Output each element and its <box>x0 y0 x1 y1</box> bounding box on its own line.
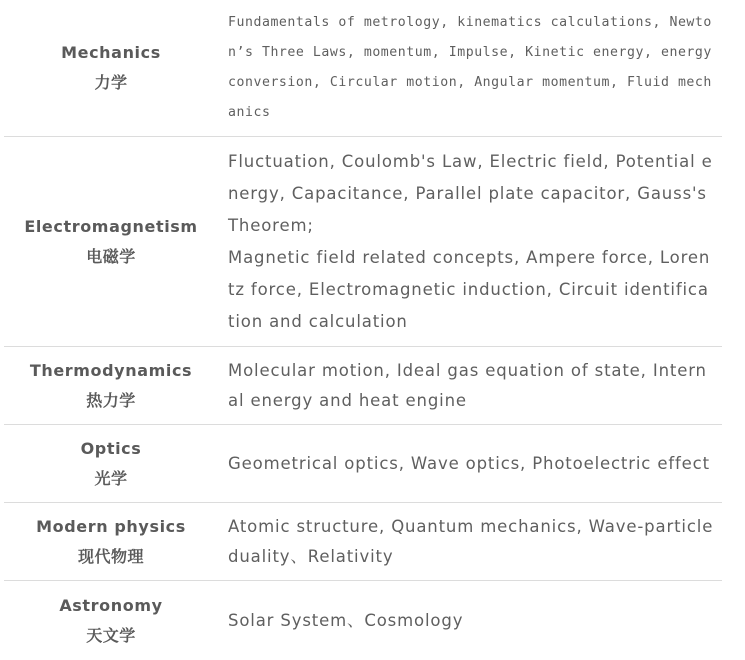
table-row <box>4 581 722 660</box>
table-row <box>4 0 722 137</box>
subject-cell <box>4 347 218 424</box>
topics-cell <box>228 0 716 136</box>
subject-cell <box>4 425 218 502</box>
subject-name-en: Modern physics <box>36 516 186 536</box>
subject-name-zh: 现代物理 <box>77 546 144 566</box>
subject-name-zh: 热力学 <box>86 390 136 410</box>
topics-text: Fluctuation, Coulomb's Law, Electric field, Potential energy, Capacitance, Parallel plate capacitor, Gauss's Theorem; <box>228 151 713 235</box>
table-row <box>4 425 722 503</box>
subject-name-en: Thermodynamics <box>29 360 193 380</box>
subject-cell <box>4 503 218 580</box>
topics-text: Geometrical optics, Wave optics, Photoelectric effect <box>228 453 710 473</box>
subject-name-en: Optics <box>80 438 142 458</box>
subject-name-zh: 光学 <box>94 468 128 488</box>
subject-name-en: Astronomy <box>59 595 163 615</box>
topics-text: Magnetic field related concepts, Ampere force, Lorentz force, Electromagnetic induction, Circuit identification and calculation <box>228 247 711 331</box>
topics-text: Atomic structure, Quantum mechanics, Wave-particle duality、Relativity <box>228 516 714 566</box>
topics-text: Solar System、Cosmology <box>228 610 464 630</box>
table-row <box>4 347 722 425</box>
topics-cell <box>228 503 716 580</box>
topics-cell <box>228 425 716 502</box>
subject-name-en: Electromagnetism <box>24 216 198 236</box>
subject-name-zh: 力学 <box>94 73 128 92</box>
subject-name-zh: 电磁学 <box>86 246 136 266</box>
topics-cell <box>228 581 716 660</box>
table-row <box>4 503 722 581</box>
subject-cell <box>4 0 218 136</box>
topics-text: Fundamentals of metrology, kinematics calculations, Newton’s Three Laws, momentum, Impulse, Kinetic energy, energy conversion, Circular motion, Angular momentum, Fluid mechanics <box>228 15 712 120</box>
subject-cell <box>4 581 218 660</box>
subject-name-zh: 天文学 <box>86 625 136 645</box>
topics-cell <box>228 347 716 424</box>
subject-name-en: Mechanics <box>61 43 161 62</box>
subject-cell <box>4 137 218 346</box>
table-row <box>4 137 722 347</box>
topics-cell <box>228 137 716 346</box>
topics-text: Molecular motion, Ideal gas equation of state, Internal energy and heat engine <box>228 360 707 410</box>
